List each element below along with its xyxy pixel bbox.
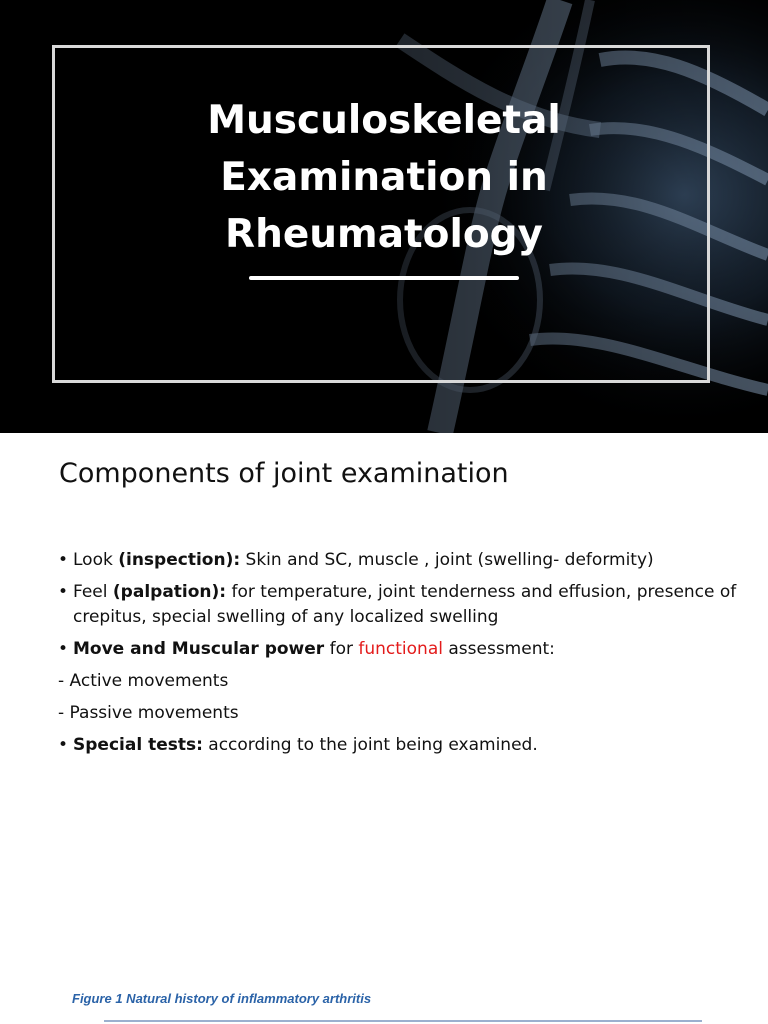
figure-divider — [104, 1020, 702, 1022]
list-item-look — [58, 548, 738, 573]
list-item-feel — [58, 580, 738, 630]
move-text-after: assessment: — [442, 639, 555, 659]
special-bold: Special tests: — [73, 735, 203, 755]
joint-exam-list — [58, 548, 738, 765]
look-lead: Look — [73, 550, 119, 570]
move-bold: Move and Muscular power — [73, 639, 325, 659]
list-item-special — [58, 733, 738, 758]
move-red-word: functional — [358, 639, 443, 659]
list-item-move — [58, 637, 738, 662]
feel-text: for temperature, joint tenderness and effusion, presence of crepitus, special swelling of any localized swelling — [73, 582, 737, 627]
title-underline — [249, 276, 519, 280]
look-text: Skin and SC, muscle , joint (swelling- deformity) — [240, 550, 654, 570]
figure-caption: Figure 1 Natural history of inflammatory arthritis — [72, 991, 372, 1006]
list-item-passive: - Passive movements — [58, 703, 239, 723]
title-hero-image — [0, 0, 768, 433]
feel-lead: Feel — [73, 582, 113, 602]
special-text: according to the joint being examined. — [202, 735, 538, 755]
section-heading: Components of joint examination — [59, 458, 509, 489]
feel-bold: (palpation): — [112, 582, 227, 602]
slide-title: Musculoskeletal Examination in Rheumatology — [207, 98, 561, 257]
move-text-before: for — [324, 639, 359, 659]
list-item-active: - Active movements — [58, 671, 229, 691]
look-bold: (inspection): — [118, 550, 241, 570]
